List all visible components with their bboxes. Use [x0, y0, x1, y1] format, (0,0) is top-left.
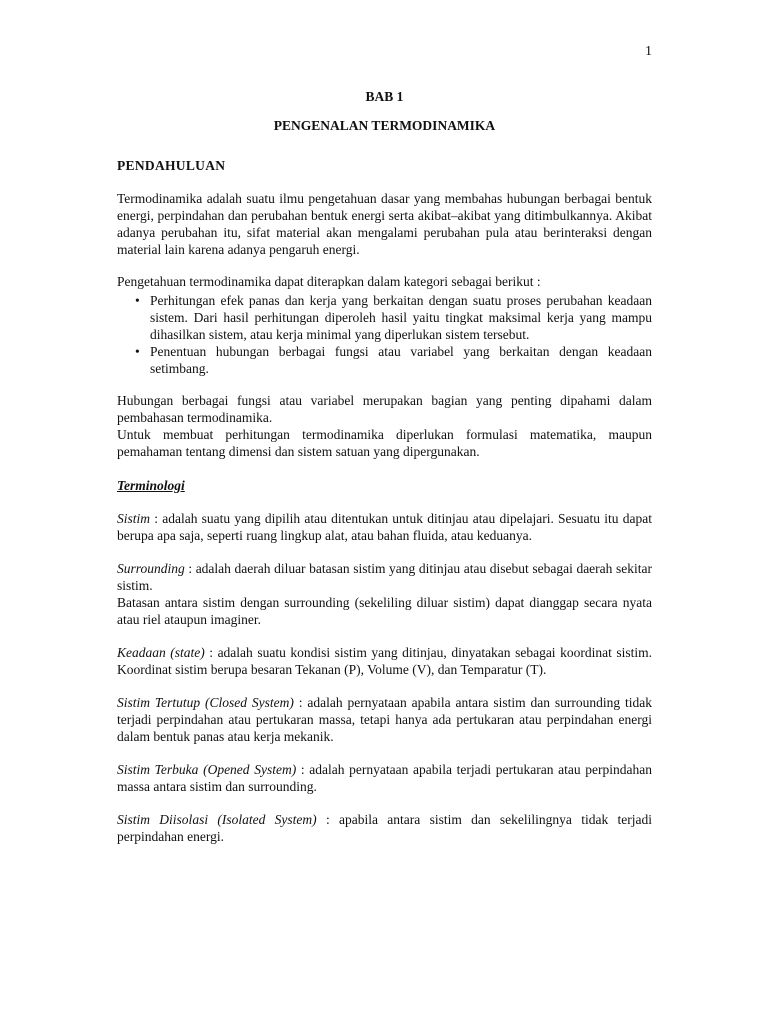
surrounding-note: Batasan antara sistim dengan surrounding (sekeliling diluar sistim) dapat dianggap secara nyata atau riel ataupun imaginer.: [117, 595, 652, 627]
bullet-icon: •: [135, 344, 140, 359]
bullet-icon: •: [135, 293, 140, 308]
section-heading: PENDAHULUAN: [117, 158, 226, 173]
term-label: Sistim Diisolasi (Isolated System): [117, 812, 317, 827]
term-isolated-system: [117, 811, 652, 845]
term-closed-system: [117, 694, 652, 745]
page-number: 1: [645, 44, 652, 59]
list-item-text: Perhitungan efek panas dan kerja yang berkaitan dengan suatu proses perubahan keadaan sistem. Dari hasil perhitungan diperoleh hasil yaitu tingkat maksimal kerja yang mampu dihasilkan sistem, atau kerja minimal yang diperlukan sistem tersebut.: [150, 293, 652, 342]
term-definition: : adalah daerah diluar batasan sistim yang ditinjau atau disebut sebagai daerah sekitar sistim.: [117, 561, 652, 593]
relation-paragraph: Hubungan berbagai fungsi atau variabel merupakan bagian yang penting dipahami dalam pembahasan termodinamika.: [117, 393, 652, 425]
term-label: Keadaan (state): [117, 645, 205, 660]
term-keadaan: [117, 644, 652, 678]
document-body: [117, 88, 652, 845]
term-label: Sistim: [117, 511, 151, 526]
term-definition: : adalah pernyataan apabila antara sistim dan surrounding tidak terjadi perpindahan atau pertukaran massa, tetapi hanya ada pertukaran atau perpindahan energi dalam bentuk panas atau kerja mekanik.: [117, 695, 652, 744]
list-item: [117, 292, 652, 343]
list-item-text: Penentuan hubungan berbagai fungsi atau variabel yang berkaitan dengan keadaan setimbang.: [150, 344, 652, 376]
term-opened-system: [117, 761, 652, 795]
terminology-heading: Terminologi: [117, 478, 185, 493]
intro-paragraph: Termodinamika adalah suatu ilmu pengetahuan dasar yang membahas hubungan berbagai bentuk energi, perpindahan dan perubahan bentuk energi serta akibat–akibat yang ditimbulkannya. Akibat adanya perubahan itu, sifat material akan mengalami perubahan pula atau berinteraksi dengan material lain karena adanya pengaruh energi.: [117, 191, 652, 257]
chapter-title: PENGENALAN TERMODINAMIKA: [273, 118, 496, 133]
term-definition: : apabila antara sistim dan sekelilingnya tidak terjadi perpindahan energi.: [117, 812, 652, 844]
term-label: Sistim Tertutup (Closed System): [117, 695, 294, 710]
term-label: Sistim Terbuka (Opened System): [117, 762, 297, 777]
term-label: Surrounding: [117, 561, 185, 576]
term-sistim: [117, 510, 652, 544]
term-definition: : adalah suatu yang dipilih atau ditentukan untuk ditinjau atau dipelajari. Sesuatu itu dapat berupa apa saja, seperti ruang lingkup alat, atau bahan fluida, atau keduanya.: [117, 511, 652, 543]
term-definition: : adalah pernyataan apabila terjadi pertukaran atau perpindahan massa antara sistim dan surrounding.: [117, 762, 652, 794]
term-surrounding: [117, 560, 652, 594]
applications-list: [117, 292, 652, 377]
list-item: [117, 343, 652, 377]
applications-intro: Pengetahuan termodinamika dapat diterapkan dalam kategori sebagai berikut :: [117, 274, 541, 289]
calculation-paragraph: Untuk membuat perhitungan termodinamika diperlukan formulasi matematika, maupun pemahaman tentang dimensi dan sistem satuan yang dipergunakan.: [117, 427, 652, 459]
chapter-label: BAB 1: [365, 89, 404, 104]
term-definition: : adalah suatu kondisi sistim yang ditinjau, dinyatakan sebagai koordinat sistim. Koordinat sistim berupa besaran Tekanan (P), Volume (V), dan Temparatur (T).: [117, 645, 652, 677]
